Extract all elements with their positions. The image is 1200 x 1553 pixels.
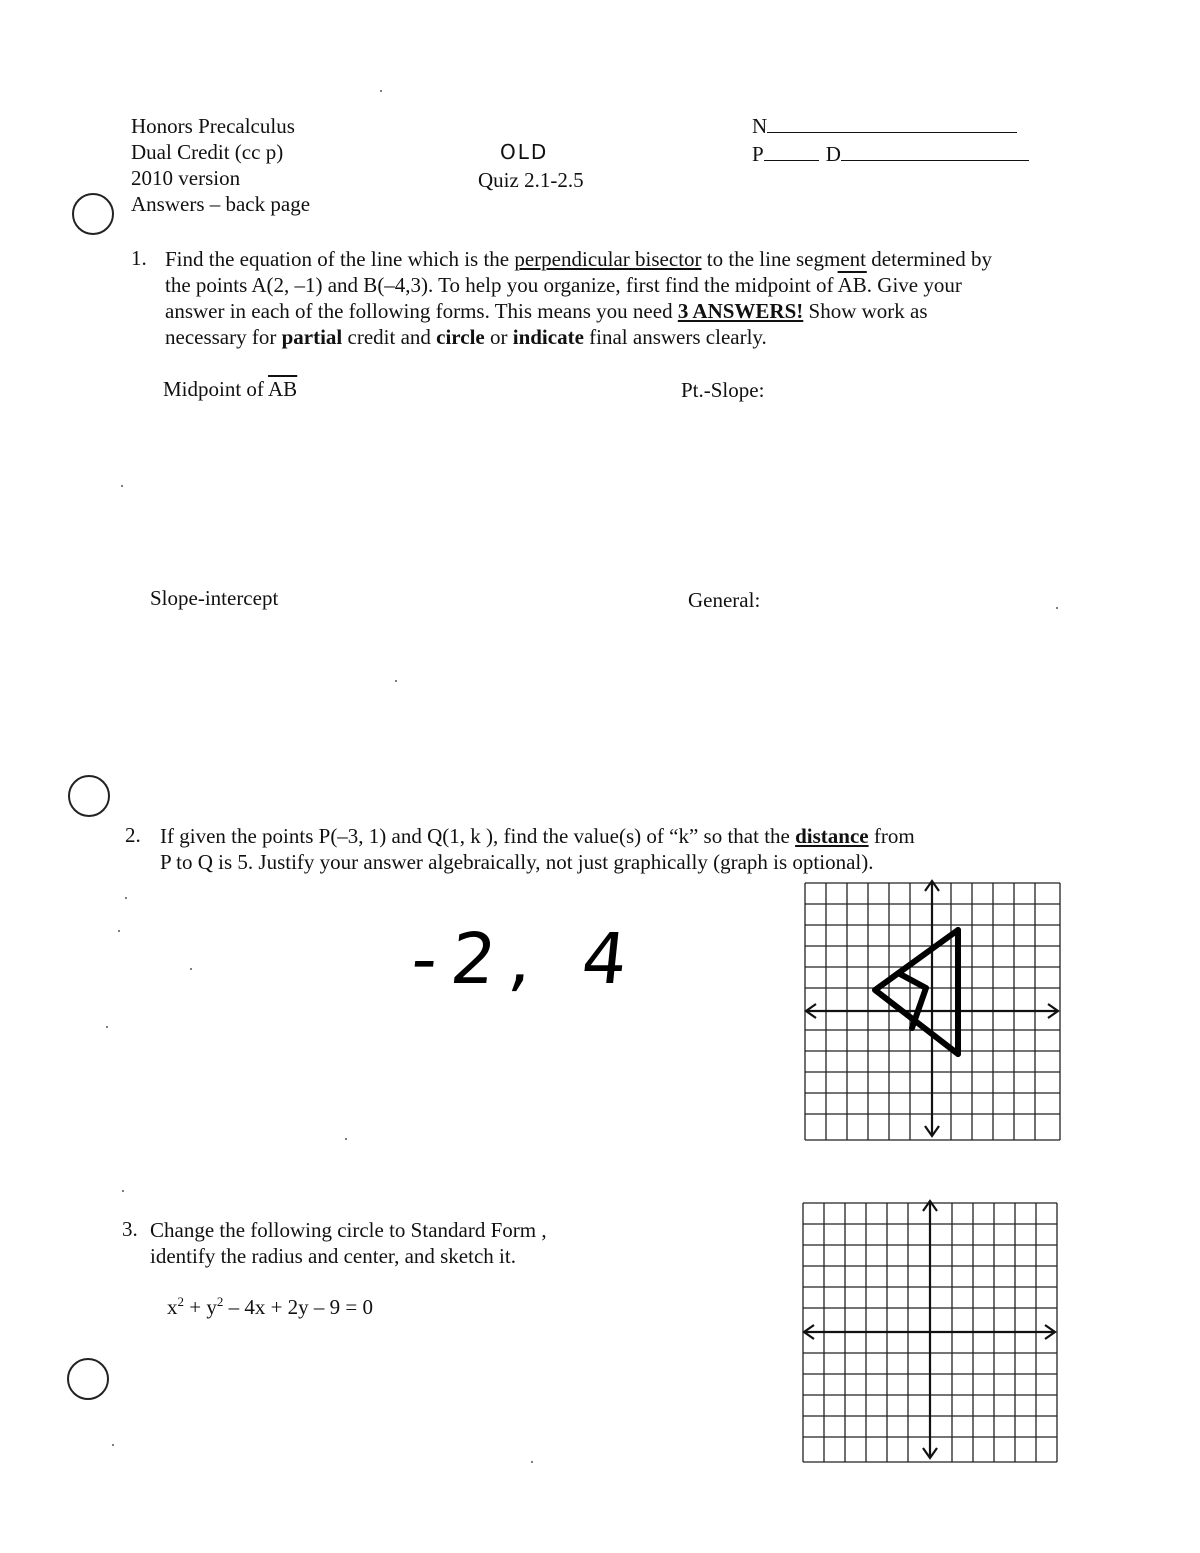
- course-title: Honors Precalculus: [131, 114, 295, 138]
- date-label: D: [825, 142, 841, 166]
- q1-text: [165, 246, 992, 350]
- general-label: General:: [688, 588, 761, 612]
- binder-hole-middle: [68, 775, 110, 817]
- q3-axes: [804, 1201, 1055, 1458]
- scan-speck: [121, 485, 123, 487]
- scan-speck: [122, 1190, 124, 1192]
- period-date-field[interactable]: [752, 142, 1029, 167]
- handwritten-old-tag: OLD: [500, 140, 549, 164]
- date-blank[interactable]: [841, 142, 1029, 161]
- q2-text: [160, 823, 915, 875]
- q2-handwritten-triangle: [875, 930, 958, 1054]
- scan-speck: [395, 680, 397, 682]
- midpoint-label: Midpoint of $\overline{AB}$: [163, 377, 298, 401]
- scan-speck: [112, 1444, 114, 1446]
- dual-credit-label: Dual Credit (cc p): [131, 140, 284, 164]
- q1-number: 1.: [131, 246, 147, 270]
- pt-slope-label: Pt.-Slope:: [681, 378, 765, 402]
- scan-speck: [1056, 607, 1058, 609]
- q2-line-2: P to Q is 5. Justify your answer algebraically, not just graphically (graph is optional).: [160, 850, 874, 874]
- name-label: N: [752, 114, 768, 138]
- name-blank[interactable]: [767, 114, 1017, 133]
- scan-speck: [106, 1026, 108, 1028]
- q2-axes: [806, 881, 1058, 1136]
- q3-line-2: identify the radius and center, and sketch it.: [150, 1244, 516, 1268]
- q2-line-1: If given the points P(–3, 1) and Q(1, k ), find the value(s) of “k” so that the distance from: [160, 824, 915, 848]
- name-field[interactable]: [752, 114, 1017, 139]
- scan-speck: [118, 930, 120, 932]
- scan-speck: [190, 968, 192, 970]
- scan-speck: [531, 1461, 533, 1463]
- period-label: P: [752, 142, 764, 166]
- quiz-title: Quiz 2.1-2.5: [478, 168, 584, 192]
- answers-note: Answers – back page: [131, 192, 311, 216]
- q1-line-1: Find the equation of the line which is the perpendicular bisector to the line segment determined by: [165, 247, 992, 271]
- q2-handwritten-answer: -2, 4: [407, 918, 646, 1000]
- period-blank[interactable]: [764, 142, 819, 161]
- q3-text: [150, 1217, 547, 1269]
- slope-intercept-label: Slope-intercept: [150, 586, 279, 610]
- q2-graph: [800, 878, 1066, 1144]
- binder-hole-bottom: [67, 1358, 109, 1400]
- scan-speck: [380, 90, 382, 92]
- q3-line-1: Change the following circle to Standard Form ,: [150, 1218, 547, 1242]
- q3-graph: [798, 1198, 1064, 1468]
- q1-line-3: answer in each of the following forms. This means you need 3 ANSWERS! Show work as: [165, 299, 928, 323]
- q2-number: 2.: [125, 823, 141, 847]
- q3-equation: $x^2 + y^2 - 4x + 2y - 9 = 0$: [167, 1294, 374, 1319]
- scan-speck: [125, 897, 127, 899]
- q3-number: 3.: [122, 1217, 138, 1241]
- version-label: 2010 version: [131, 166, 241, 190]
- binder-hole-top: [72, 193, 114, 235]
- q1-line-4: necessary for partial credit and circle or indicate final answers clearly.: [165, 325, 767, 349]
- q1-line-2: the points A(2, –1) and B(–4,3). To help you organize, first find the midpoint of $\overline{AB}$. Give your: [165, 273, 962, 297]
- scan-speck: [345, 1138, 347, 1140]
